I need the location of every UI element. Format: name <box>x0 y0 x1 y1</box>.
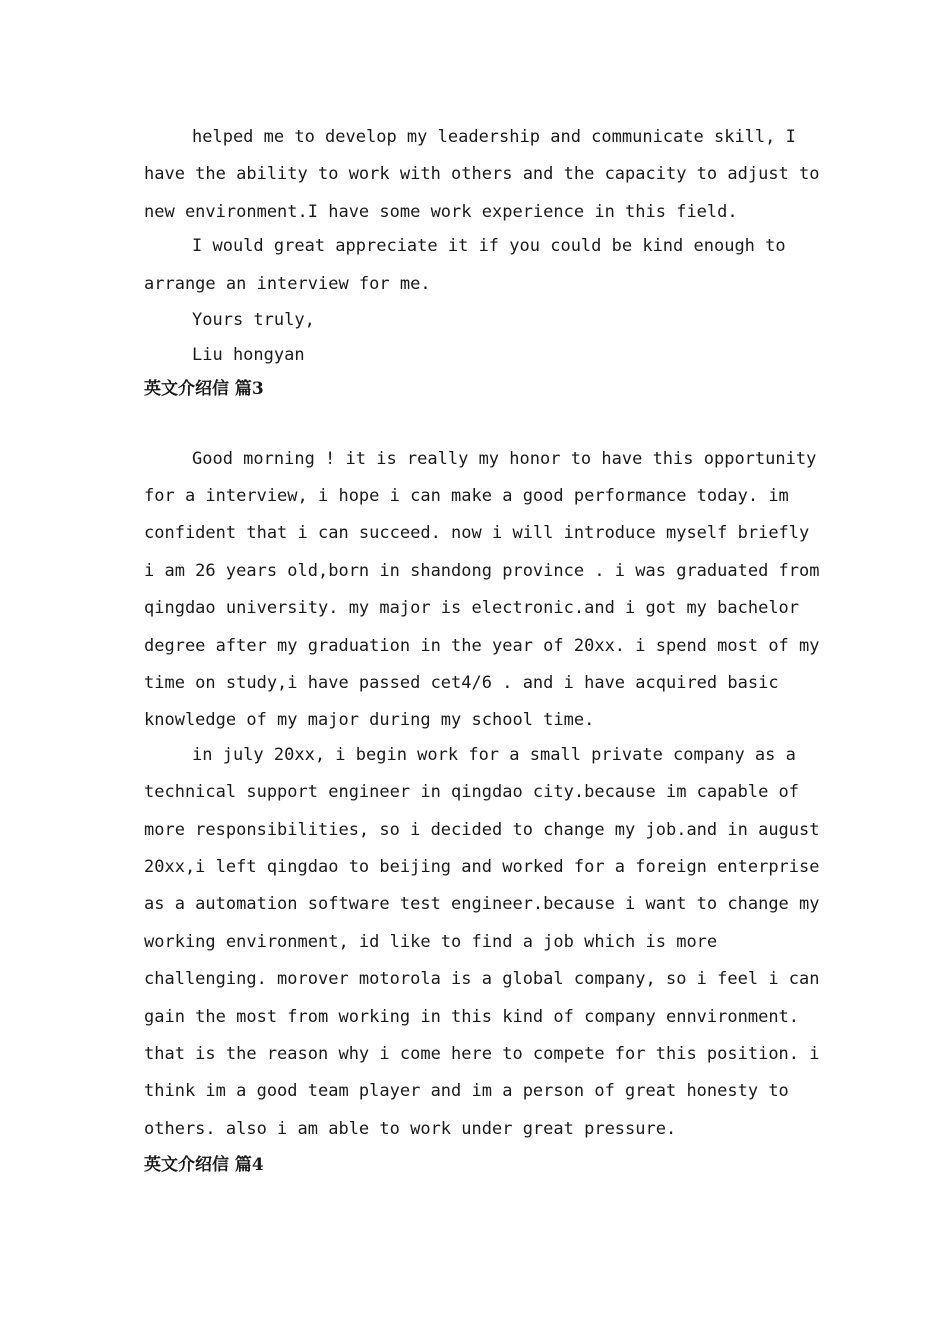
letter-paragraph: helped me to develop my leadership and communicate skill, I have the ability to work with others and the capacity to adjust to new environment.I have some work experience in this field. <box>144 127 820 222</box>
letter-signature: Liu hongyan <box>192 344 305 365</box>
spacer <box>144 407 824 441</box>
section-heading-4: 英文介绍信 篇4 <box>144 1155 264 1176</box>
letter-paragraph: in july 20xx, i begin work for a small private company as a technical support engineer in qingdao city.because im capable of more responsibilities, so i decided to change my job.and in august 20xx,i left qingdao to beijing and worked for a foreign enterprise as a automation software test engineer.because i want to change my working environment, id like to find a job which is more challenging. morover motorola is a global company, so i feel i can gain the most from working in this kind of company ennvironment. that is the reason why i come here to compete for this position. i think im a good team player and im a person of great honesty to others. also i am able to work under great pressure. <box>144 744 820 1139</box>
letter-closing: Yours truly, <box>192 310 315 331</box>
section-heading-3: 英文介绍信 篇3 <box>144 379 264 400</box>
letter-paragraph: Good morning ! it is really my honor to have this opportunity for a interview, i hope i can make a good performance today. im confident that i can succeed. now i will introduce myself briefly i am 26 years old,born in shandong province . i was graduated from qingdao university. my major is electronic.and i got my bachelor degree after my graduation in the year of 20xx. i spend most of my time on study,i have passed cet4/6 . and i have acquired basic knowledge of my major during my school time. <box>144 448 820 731</box>
document-page <box>144 119 824 1183</box>
letter-paragraph: I would great appreciate it if you could be kind enough to arrange an interview for me. <box>144 236 786 294</box>
